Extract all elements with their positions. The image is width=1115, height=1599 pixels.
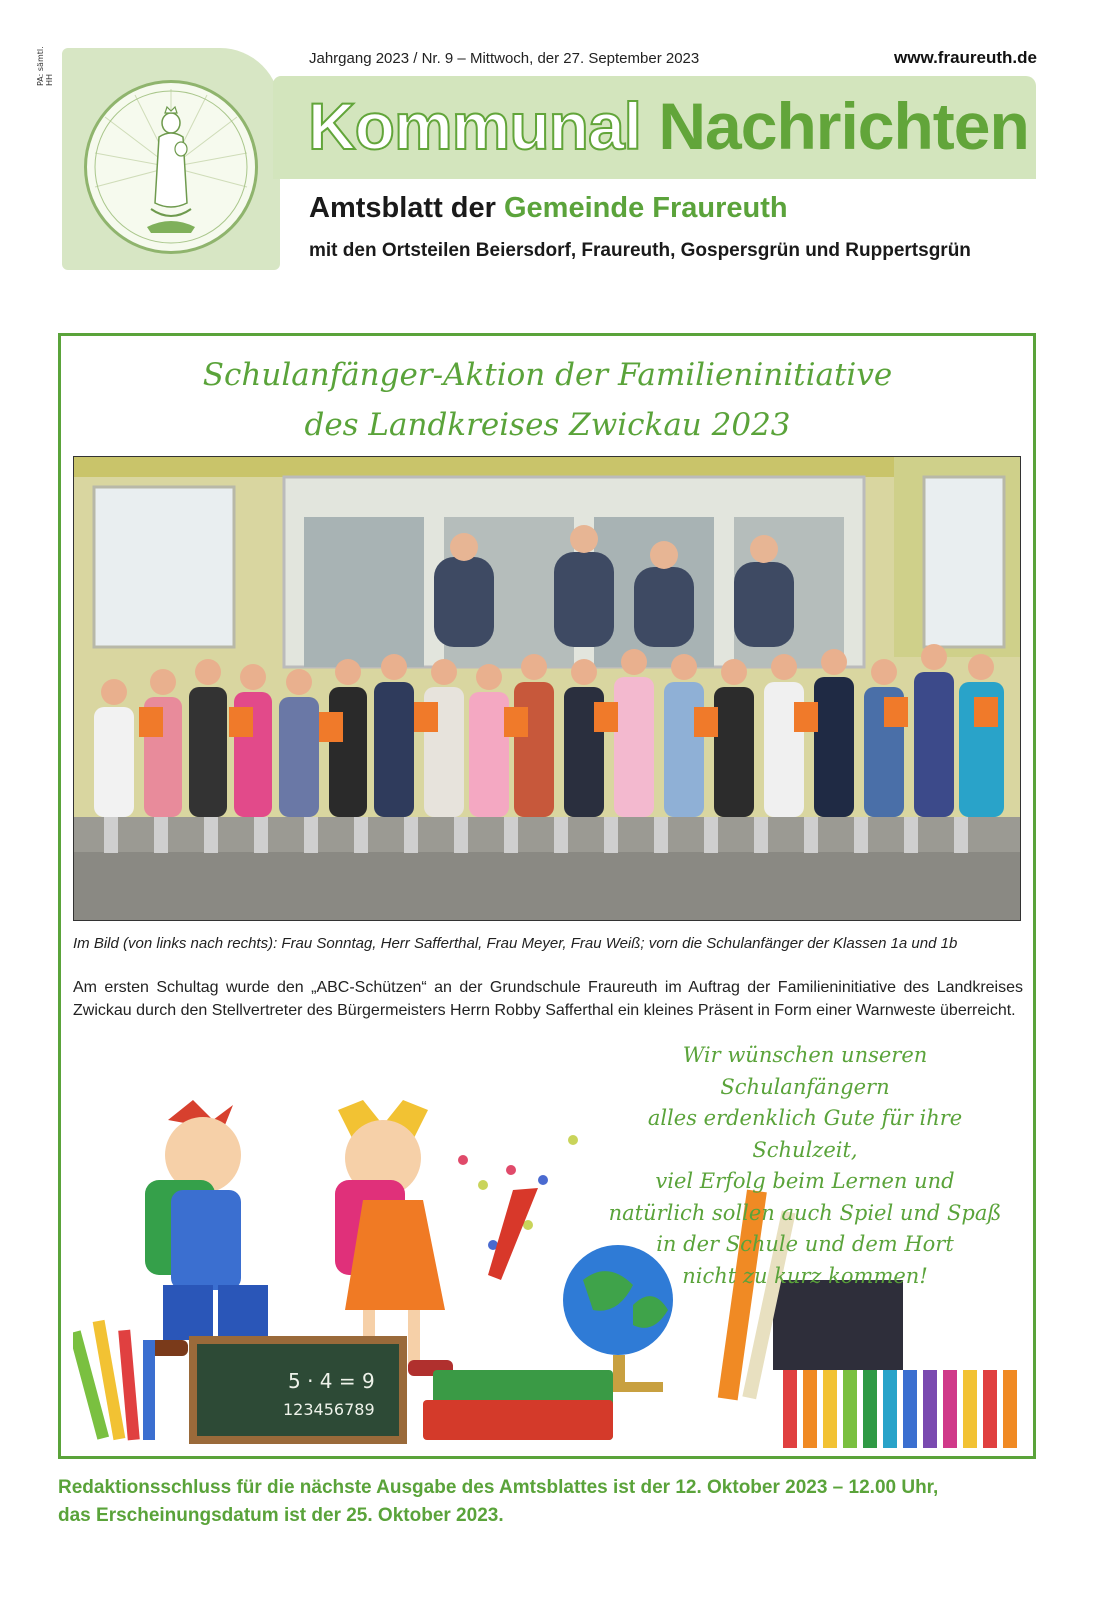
side-note: PA: sämtl. HH (36, 46, 54, 86)
article-body: Am ersten Schultag wurde den „ABC-Schützen“ an der Grundschule Fraureuth im Auftrag der Familieninitiative des Landkreises Zwickau durch den Stellvertreter des Bürgermeisters Herrn Robby Safferthal ein kleines Präsent in Form einer Warnweste überreicht. (73, 979, 1023, 1019)
issue-date-line: Jahrgang 2023 / Nr. 9 – Mittwoch, der 27. September 2023 (309, 50, 700, 67)
deadline-line-2: das Erscheinungsdatum ist der 25. Oktober 2023. (58, 1505, 504, 1526)
group-photo (73, 456, 1021, 921)
wishes-line-1: Wir wünschen unseren Schulanfängern (682, 1043, 928, 1099)
subtitle-part2: Gemeinde Fraureuth (503, 192, 788, 224)
deadline-line-1: Redaktionsschluss für die nächste Ausgabe des Amtsblattes ist der 12. Oktober 2023 – 12.00 Uhr, (58, 1477, 939, 1498)
wishes-line-6: nicht zu kurz kommen! (682, 1263, 928, 1288)
article-headline (100, 350, 995, 450)
chalkboard-line-1: 5 · 4 = 9 (288, 1369, 375, 1393)
madonna-seal-icon (84, 80, 258, 254)
wishes-line-2: alles erdenklich Gute für ihre Schulzeit, (647, 1106, 963, 1162)
masthead-title-part1: Kommunal (308, 89, 642, 163)
photo-caption: Im Bild (von links nach rechts): Frau Sonntag, Herr Safferthal, Frau Meyer, Frau Weiß; vorn die Schulanfänger der Klassen 1a und 1b (73, 935, 958, 952)
deadline-notice (58, 1474, 1048, 1530)
wishes-line-3: viel Erfolg beim Lernen und (655, 1169, 955, 1193)
headline-line-1: Schulanfänger-Aktion der Familieninitiative (202, 357, 893, 393)
districts-line: mit den Ortsteilen Beiersdorf, Fraureuth, Gospersgrün und Ruppertsgrün (309, 240, 971, 261)
headline-line-2: des Landkreises Zwickau 2023 (304, 407, 791, 443)
chalkboard-line-2: 123456789 (283, 1400, 375, 1419)
subtitle-part1: Amtsblatt der (309, 192, 496, 224)
website-link[interactable]: www.fraureuth.de (894, 48, 1037, 67)
masthead-title (308, 86, 1029, 166)
wishes-text (600, 1040, 1010, 1292)
masthead-title-part2: Nachrichten (658, 89, 1029, 163)
masthead-subtitle (309, 192, 788, 225)
wishes-line-5: in der Schule und dem Hort (656, 1232, 954, 1256)
wishes-line-4: natürlich sollen auch Spiel und Spaß (608, 1200, 1002, 1225)
